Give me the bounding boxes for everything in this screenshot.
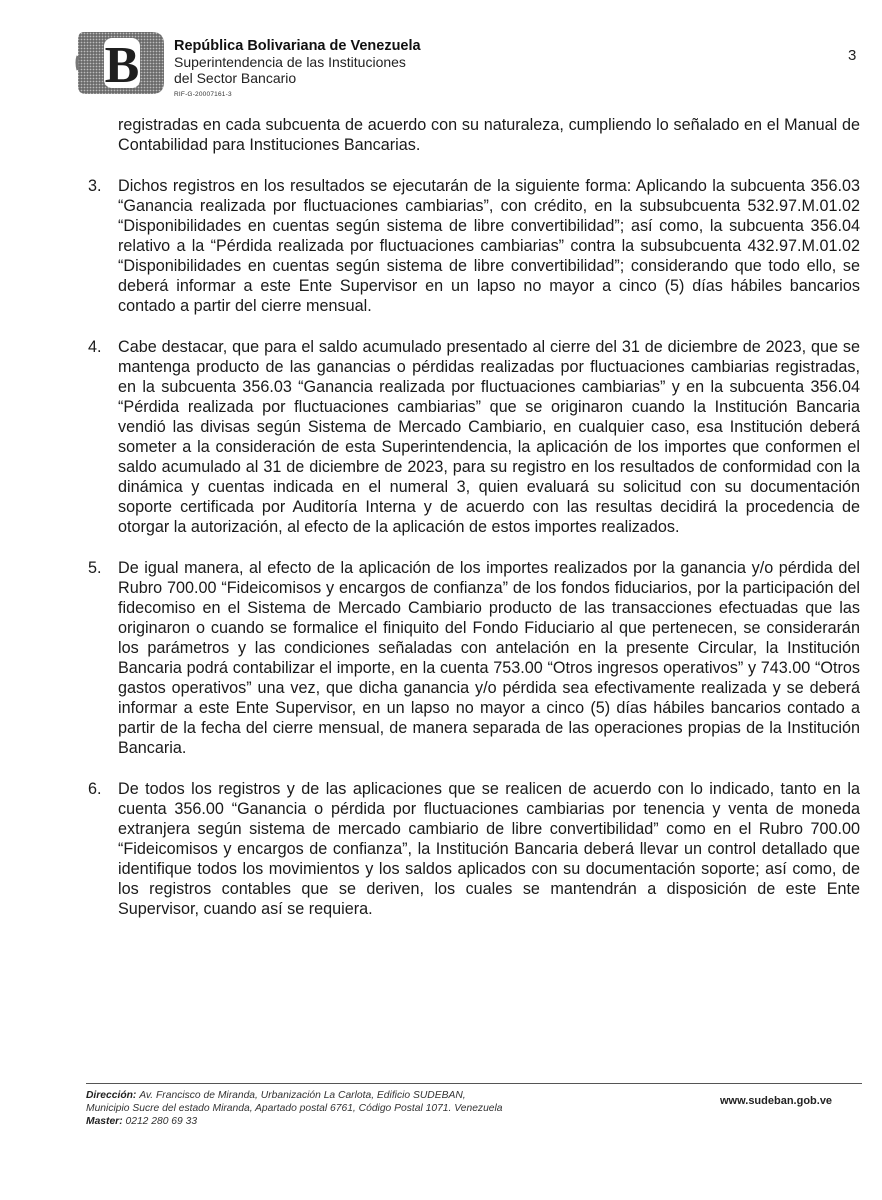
- phone-label: Master:: [86, 1116, 123, 1127]
- item-text: Dichos registros en los resultados se ejecutarán de la siguiente forma: Aplicando la subcuenta 356.03 “Ganancia realizada por fluctuaciones cambiarias”, con crédito, en la subsubcuenta 532.97.M.01.02 “Disponibilidades en cuentas según sistema de libre convertibilidad”; así como, la subcuenta 356.04 relativo a la “Pérdida realizada por fluctuaciones cambiarias” contra la subsubcuenta 432.97.M.01.02 “Disponibilidades en cuentas según sistema de libre convertibilidad”; considerando que todo ello, se deberá informar a este Ente Supervisor en un lapso no mayor a cinco (5) días hábiles bancarios contado a partir del cierre mensual.: [118, 177, 860, 315]
- header-agency-line1: Superintendencia de las Instituciones: [174, 54, 406, 70]
- logo-letter: B: [104, 37, 140, 94]
- item-text: Cabe destacar, que para el saldo acumulado presentado al cierre del 31 de diciembre de 2023, que se mantenga producto de las ganancias o pérdidas realizadas por fluctuaciones cambiarias registradas, en la subcuenta 356.03 “Ganancia realizada por fluctuaciones cambiarias” y en la subcuenta 356.04 “Pérdida realizada por fluctuaciones cambiarias” que se originaron cuando la Institución Bancaria vendió las divisas según Sistema de Mercado Cambiario, en cualquier caso, esa Institución deberá someter a la consideración de esta Superintendencia, la aplicación de los importes que conformen el saldo acumulado al 31 de diciembre de 2023, para su registro en los resultados de conformidad con la dinámica y cuentas indicada en el numeral 3, quien evaluará su solicitud con su documentación soporte certificada por Auditoría Interna y de acuerdo con las resultas decidirá la procedencia de otorgar la autorización, al efecto de la aplicación de estos importes realizados.: [118, 338, 860, 536]
- header-institution: [174, 38, 421, 103]
- continuation-paragraph: registradas en cada subcuenta de acuerdo con su naturaleza, cumpliendo lo señalado en el Manual de Contabilidad para Instituciones Bancarias.: [118, 116, 860, 154]
- list-item: [88, 779, 860, 919]
- header-agency-line2: del Sector Bancario: [174, 70, 297, 86]
- website-link[interactable]: www.sudeban.gob.ve: [720, 1095, 833, 1107]
- item-number: 3.: [88, 177, 102, 195]
- list-item: [88, 176, 860, 316]
- address-label: Dirección:: [86, 1090, 137, 1101]
- list-item: [88, 558, 860, 758]
- item-text: De todos los registros y de las aplicaciones que se realicen de acuerdo con lo indicado, tanto en la cuenta 356.00 “Ganancia o pérdida por fluctuaciones cambiarias por tenencia y venta de moneda extranjera según sistema de mercado cambiario de libre convertibilidad” como en el Rubro 700.00 “Fideicomisos y encargos de confianza”, la Institución Bancaria deberá llevar un control detallado que identifique todos los movimientos y los saldos aplicados con su documentación soporte; así como, de los registros contables que se deriven, los cuales se mantendrán a disposición de este Ente Supervisor, cuando así se requiera.: [118, 780, 860, 918]
- header-country: República Bolivariana de Venezuela: [174, 38, 421, 54]
- item-number: 4.: [88, 338, 102, 356]
- address-line1: Av. Francisco de Miranda, Urbanización La Carlota, Edificio SUDEBAN,: [139, 1090, 466, 1101]
- item-number: 5.: [88, 559, 102, 577]
- footer-divider: [86, 1083, 862, 1084]
- list-item: [88, 337, 860, 537]
- header-rif: RIF-G-20007161-3: [174, 91, 232, 98]
- document-body: [88, 115, 860, 940]
- page-number: 3: [848, 47, 857, 64]
- item-number: 6.: [88, 780, 102, 798]
- address-line2: Municipio Sucre del estado Miranda, Apartado postal 6761, Código Postal 1071. Venezuela: [86, 1103, 503, 1114]
- sudeban-logo-icon: [74, 26, 168, 98]
- phone-number: 0212 280 69 33: [125, 1116, 198, 1127]
- item-text: De igual manera, al efecto de la aplicación de los importes realizados por la ganancia y/o pérdida del Rubro 700.00 “Fideicomisos y encargos de confianza” de los fondos fiduciarios, por la participación del fidecomiso en el Sistema de Mercado Cambiario producto de las transacciones efectuadas que las originaron o cuando se formalice el finiquito del Fondo Fiduciario al que pertenecen, se considerarán los parámetros y las condiciones señaladas con antelación en la presente Circular, la Institución Bancaria podrá contabilizar el importe, en la cuenta 753.00 “Otros ingresos operativos” y 743.00 “Otros gastos operativos” una vez, que dicha ganancia y/o pérdida sea efectivamente realizada y se deberá informar a este Ente Supervisor, en un lapso no mayor a cinco (5) días hábiles bancarios contado a partir de la fecha del cierre mensual, de manera separada de las operaciones propias de la Institución Bancaria.: [118, 559, 860, 757]
